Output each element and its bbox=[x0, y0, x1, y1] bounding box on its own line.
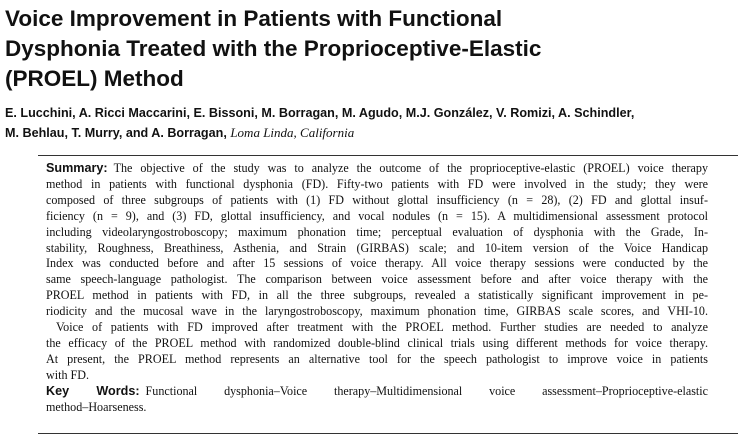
keywords-line bbox=[46, 384, 708, 400]
keywords-text: Functional dysphonia–Voice therapy–Multidimensional voice assessment–Proprioceptive-elastic bbox=[145, 383, 709, 398]
summary-paragraph2-line: with FD. bbox=[46, 367, 90, 382]
summary-line: same speech-language pathologist. The comparison between voice assessment before and after voice therapy with the bbox=[46, 272, 708, 287]
author-line-last bbox=[5, 123, 735, 143]
author-affiliation: Loma Linda, California bbox=[230, 125, 355, 140]
title-line: Voice Improvement in Patients with Functional bbox=[5, 6, 503, 31]
summary-line bbox=[46, 161, 708, 177]
abstract-bottom-rule bbox=[38, 433, 738, 434]
title-line: (PROEL) Method bbox=[5, 66, 184, 91]
summary-paragraph2-line: the efficacy of the PROEL method with randomized double-blind clinical trials using different methods for voice therapy. bbox=[46, 335, 708, 350]
summary-text: The objective of the study was to analyze the outcome of the proprioceptive-elastic (PROEL) voice therapy bbox=[113, 161, 708, 175]
keywords-heading: Key Words: bbox=[46, 383, 140, 398]
abstract-block bbox=[46, 161, 708, 416]
keywords-line: method–Hoarseness. bbox=[46, 399, 147, 414]
summary-heading: Summary: bbox=[46, 161, 108, 175]
summary-paragraph2-line: At present, the PROEL method represents an alternative tool for the speech pathologist to improve voice in patients bbox=[46, 351, 708, 366]
article-title bbox=[5, 4, 725, 94]
summary-line: riodicity and the mucosal wave in the laryngostroboscopy, maximum phonation time, GIRBAS scale scores, and VHI-10. bbox=[46, 304, 708, 319]
summary-line: method in patients with functional dysphonia (FD). Fifty-two patients with FD were involved in the study; they were bbox=[46, 176, 708, 191]
author-list bbox=[5, 104, 735, 143]
author-line: E. Lucchini, A. Ricci Maccarini, E. Bissoni, M. Borragan, M. Agudo, M.J. González, V. Romizi, A. Schindler, bbox=[5, 106, 635, 120]
summary-line: including videolaryngostroboscopy; maximum phonation time; perceptual evaluation of dysphonia with the Grade, In- bbox=[46, 224, 708, 239]
summary-paragraph2-line: Voice of patients with FD improved after treatment with the PROEL method. Further studies are needed to analyze bbox=[56, 320, 708, 335]
summary-line: composed of three subgroups of patients with (1) FD without glottal insufficiency (n = 28), (2) FD and glottal insuf- bbox=[46, 192, 708, 207]
author-names: M. Behlau, T. Murry, and A. Borragan, bbox=[5, 126, 227, 140]
summary-line: stability, Roughness, Breathiness, Asthenia, and Strain (GIRBAS) scale; and 10-item version of the Voice Handicap bbox=[46, 240, 708, 255]
abstract-top-rule bbox=[38, 155, 738, 156]
title-line: Dysphonia Treated with the Proprioceptive-Elastic bbox=[5, 36, 542, 61]
summary-line: ficiency (n = 9), and (3) FD, glottal insufficiency, and vocal nodules (n = 15). A multidimensional assessment protocol bbox=[46, 208, 708, 223]
summary-line: Index was conducted before and after 15 sessions of voice therapy. All voice therapy sessions were conducted by the bbox=[46, 256, 708, 271]
summary-line: PROEL method in patients with FD, in all the three subgroups, revealed a statistically significant improvement in pe- bbox=[46, 288, 708, 303]
